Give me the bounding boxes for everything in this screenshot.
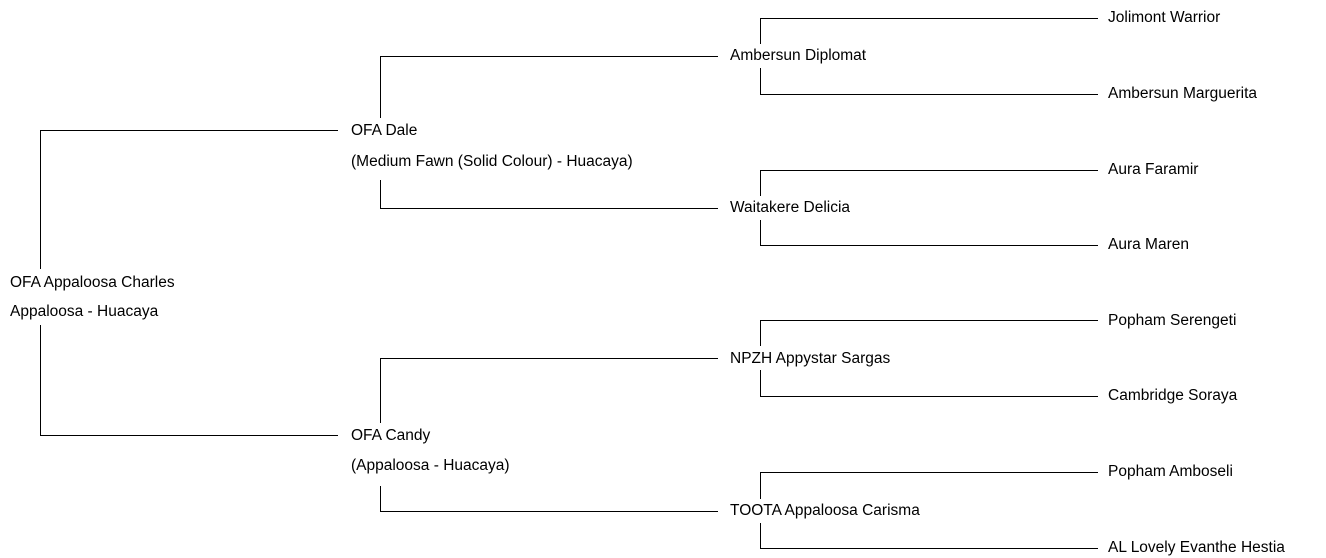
dds-name[interactable]: Popham Amboseli (1108, 463, 1233, 480)
dam-dam-name[interactable]: TOOTA Appaloosa Carisma (730, 502, 920, 519)
dam-name[interactable]: OFA Candy (351, 427, 431, 444)
ssd-name[interactable]: Ambersun Marguerita (1108, 85, 1258, 102)
sire-dam-name[interactable]: Waitakere Delicia (730, 199, 851, 216)
connector-sire-dam (381, 180, 719, 209)
connector-dsd (761, 370, 1099, 397)
dam-detail: (Appaloosa - Huacaya) (351, 457, 510, 474)
ddd-name[interactable]: AL Lovely Evanthe Hestia (1108, 539, 1285, 556)
connector-sdd (761, 220, 1099, 246)
connector-subject-sire (41, 131, 339, 270)
connector-subject-dam (41, 325, 339, 436)
sire-sire-name[interactable]: Ambersun Diplomat (730, 47, 867, 64)
subject-name[interactable]: OFA Appaloosa Charles (10, 274, 175, 291)
subject-detail: Appaloosa - Huacaya (10, 303, 159, 320)
sire-name[interactable]: OFA Dale (351, 122, 418, 139)
connector-sire-sire (381, 57, 719, 119)
connector-dss (761, 321, 1099, 347)
connector-dam-sire (381, 359, 719, 424)
connector-dam-dam (381, 486, 719, 512)
connector-ddd (761, 523, 1099, 549)
connector-dds (761, 473, 1099, 500)
sds-name[interactable]: Aura Faramir (1108, 161, 1199, 178)
connector-sds (761, 171, 1099, 197)
dss-name[interactable]: Popham Serengeti (1108, 312, 1237, 329)
sss-name[interactable]: Jolimont Warrior (1108, 9, 1221, 26)
sdd-name[interactable]: Aura Maren (1108, 236, 1189, 253)
dam-sire-name[interactable]: NPZH Appystar Sargas (730, 350, 891, 367)
sire-detail: (Medium Fawn (Solid Colour) - Huacaya) (351, 153, 633, 170)
connector-ssd (761, 68, 1099, 95)
connector-sss (761, 19, 1099, 45)
dsd-name[interactable]: Cambridge Soraya (1108, 387, 1238, 404)
